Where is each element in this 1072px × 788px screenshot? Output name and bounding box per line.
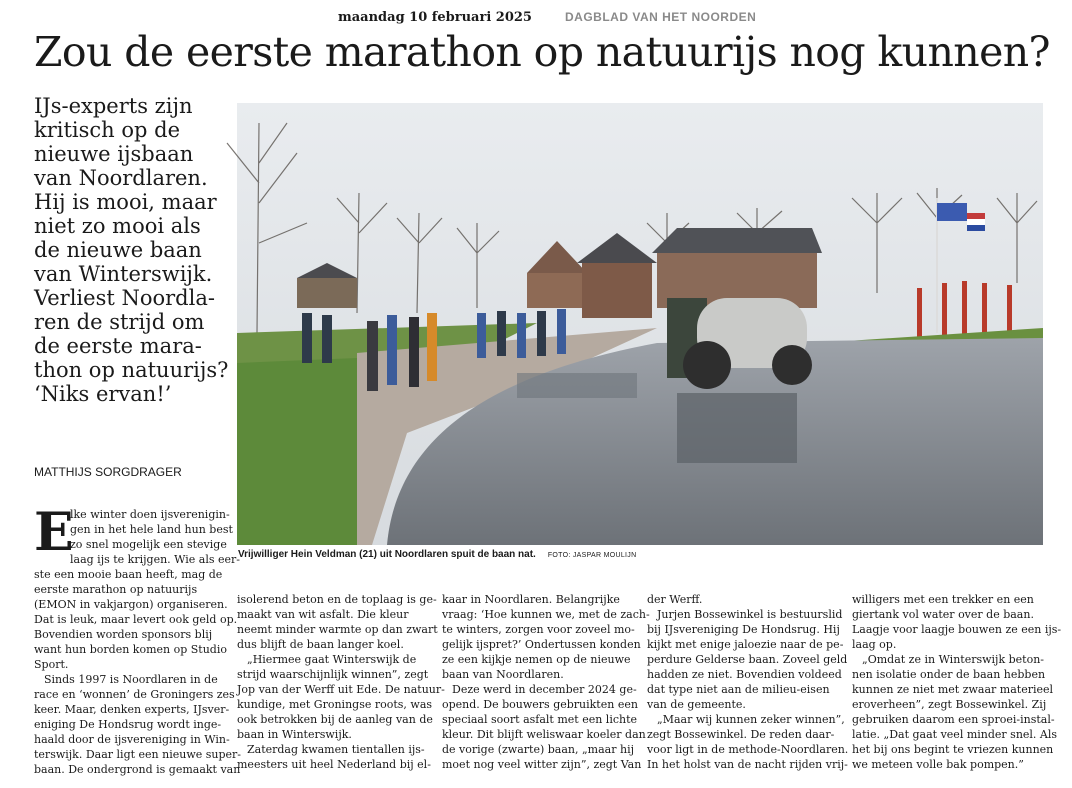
text-line: kundige, met Groningse roots, was bbox=[237, 698, 433, 711]
text-line: „Omdat ze in Winterswijk beton- bbox=[862, 653, 1045, 666]
text-line: bij IJsvereniging De Hondsrug. Hij bbox=[647, 623, 840, 636]
intro-line: IJs-experts zijn bbox=[34, 94, 193, 118]
text-line: kleur. Dit blijft weliswaar koeler dan bbox=[442, 728, 646, 741]
text-line: nen isolatie onder de baan hebben bbox=[852, 668, 1046, 681]
article-column-4 bbox=[647, 592, 849, 772]
text-line: eerste marathon op natuurijs bbox=[34, 583, 198, 596]
text-line: race en ‘wonnen’ de Groningers zes bbox=[34, 688, 235, 701]
photo-credit: FOTO: JASPAR MOULIJN bbox=[547, 552, 637, 559]
text-line: ste een mooie baan heeft, mag de bbox=[34, 568, 223, 581]
text-line: Sport. bbox=[34, 658, 69, 671]
text-line: Bovendien worden sponsors blij bbox=[34, 628, 213, 641]
text-line: Laagje voor laagje bouwen ze een ijs- bbox=[852, 623, 1062, 636]
caption-text: Vrijwilliger Hein Veldman (21) uit Noordlaren spuit de baan nat. bbox=[238, 549, 536, 560]
text-line: dat type niet aan de milieu-eisen bbox=[647, 683, 830, 696]
intro-line: Hij is mooi, maar bbox=[34, 190, 217, 214]
text-line: keer. Maar, denken experts, IJsver- bbox=[34, 703, 230, 716]
text-line: kijkt met enige jaloezie naar de pe- bbox=[647, 638, 844, 651]
text-line: eniging De Hondsrug wordt inge- bbox=[34, 718, 222, 731]
text-line: isolerend beton en de toplaag is ge- bbox=[237, 593, 437, 606]
text-line: hadden ze niet. Bovendien voldeed bbox=[647, 668, 842, 681]
text-line: perdure Gelderse baan. Zoveel geld bbox=[647, 653, 848, 666]
text-line: Sinds 1997 is Noordlaren in de bbox=[44, 673, 218, 686]
text-line: Dat is leuk, maar levert ook geld op. bbox=[34, 613, 238, 626]
text-line: neemt minder warmte op dan zwart bbox=[237, 623, 438, 636]
intro-line: niet zo mooi als bbox=[34, 214, 201, 238]
page-title: Zou de eerste marathon op natuurijs nog kunnen? bbox=[34, 28, 1050, 76]
text-line: Zaterdag kwamen tientallen ijs- bbox=[247, 743, 425, 756]
text-line: het bij ons begint te vriezen kunnen bbox=[852, 743, 1054, 756]
text-line: baan. De ondergrond is gemaakt van bbox=[34, 763, 241, 776]
intro-line: de eerste mara- bbox=[34, 334, 202, 358]
text-line: Jop van der Werff uit Ede. De natuur- bbox=[237, 683, 445, 696]
newspaper-logo: DAGBLAD VAN HET NOORDEN bbox=[565, 10, 757, 24]
intro-line: van Noordlaren. bbox=[34, 166, 208, 190]
intro-line: kritisch op de bbox=[34, 118, 181, 142]
text-line: te winters, zorgen voor zoveel mo- bbox=[442, 623, 635, 636]
text-line: zo snel mogelijk een stevige bbox=[70, 538, 227, 551]
photo-caption bbox=[238, 549, 636, 560]
text-line: ze een kijkje nemen op de nieuwe bbox=[442, 653, 631, 666]
text-line: latie. „Dat gaat veel minder snel. Als bbox=[852, 728, 1058, 741]
text-line: van de gemeente. bbox=[647, 698, 746, 711]
article-column-3 bbox=[442, 592, 650, 772]
text-line: baan in Winterswijk. bbox=[237, 728, 352, 741]
text-line: eroverheen”, zegt Bossewinkel. Zij bbox=[852, 698, 1047, 711]
intro-line: de nieuwe baan bbox=[34, 238, 202, 262]
text-line: laag op. bbox=[852, 638, 897, 651]
article-photo bbox=[237, 103, 1043, 545]
text-line: Deze werd in december 2024 ge- bbox=[452, 683, 637, 696]
issue-date: maandag 10 februari 2025 bbox=[338, 10, 532, 25]
text-line: kaar in Noordlaren. Belangrijke bbox=[442, 593, 620, 606]
intro-line: nieuwe ijsbaan bbox=[34, 142, 194, 166]
text-line: Jurjen Bossewinkel is bestuurslid bbox=[657, 608, 843, 621]
intro-line: van Winterswijk. bbox=[34, 262, 213, 286]
text-line: kunnen ze niet met zwaar materieel bbox=[852, 683, 1054, 696]
text-line: want hun borden komen op Studio bbox=[34, 643, 227, 656]
text-line: willigers met een trekker en een bbox=[852, 593, 1034, 606]
text-line: voor ligt in de methode-Noordlaren. bbox=[647, 743, 849, 756]
byline: MATTHIJS SORGDRAGER bbox=[34, 465, 182, 479]
text-line: ook betrokken bij de aanleg van de bbox=[237, 713, 433, 726]
intro-line: ren de strijd om bbox=[34, 310, 205, 334]
intro-paragraph bbox=[34, 94, 234, 406]
text-line: gelijk ijspret?’ Ondertussen konden bbox=[442, 638, 641, 651]
drop-cap: E bbox=[34, 502, 74, 563]
article-column-5 bbox=[852, 592, 1062, 772]
text-line: „Maar wij kunnen zeker winnen”, bbox=[657, 713, 845, 726]
text-line: maakt van wit asfalt. Die kleur bbox=[237, 608, 409, 621]
intro-line: thon op natuurijs? bbox=[34, 358, 229, 382]
text-line: meesters uit heel Nederland bij el- bbox=[237, 758, 431, 771]
text-line: haald door de ijsvereniging in Win- bbox=[34, 733, 230, 746]
text-line: lke winter doen ijsverenigin- bbox=[70, 508, 230, 521]
text-line: gen in het hele land hun best bbox=[70, 523, 233, 536]
text-line: terswijk. Daar ligt een nieuwe super- bbox=[34, 748, 241, 761]
article-column-1 bbox=[34, 502, 241, 777]
text-line: dus blijft de baan langer koel. bbox=[237, 638, 404, 651]
text-line: opend. De bouwers gebruikten een bbox=[442, 698, 638, 711]
text-line: zegt Bossewinkel. De reden daar- bbox=[647, 728, 835, 741]
text-line: der Werff. bbox=[647, 593, 703, 606]
text-line: de vorige (zwarte) baan, „maar hij bbox=[442, 743, 634, 756]
text-line: giertank vol water over de baan. bbox=[852, 608, 1034, 621]
text-line: we meteen volle bak pompen.” bbox=[852, 758, 1024, 771]
article-column-2 bbox=[237, 592, 445, 772]
text-line: In het holst van de nacht rijden vrij- bbox=[647, 758, 848, 771]
text-line: laag ijs te krijgen. Wie als eer- bbox=[70, 553, 241, 566]
text-line: strijd waarschijnlijk winnen”, zegt bbox=[237, 668, 429, 681]
text-line: baan van Noordlaren. bbox=[442, 668, 564, 681]
text-line: „Hiermee gaat Winterswijk de bbox=[247, 653, 417, 666]
text-line: (EMON in vakjargon) organiseren. bbox=[34, 598, 228, 611]
intro-line: Verliest Noordla- bbox=[34, 286, 215, 310]
text-line: gebruiken daarom een sproei-instal- bbox=[852, 713, 1055, 726]
text-line: moet nog veel witter zijn”, zegt Van bbox=[442, 758, 642, 771]
text-line: vraag: ‘Hoe kunnen we, met de zach- bbox=[442, 608, 650, 621]
intro-line: ‘Niks ervan!’ bbox=[34, 382, 172, 406]
text-line: speciaal soort asfalt met een lichte bbox=[442, 713, 638, 726]
